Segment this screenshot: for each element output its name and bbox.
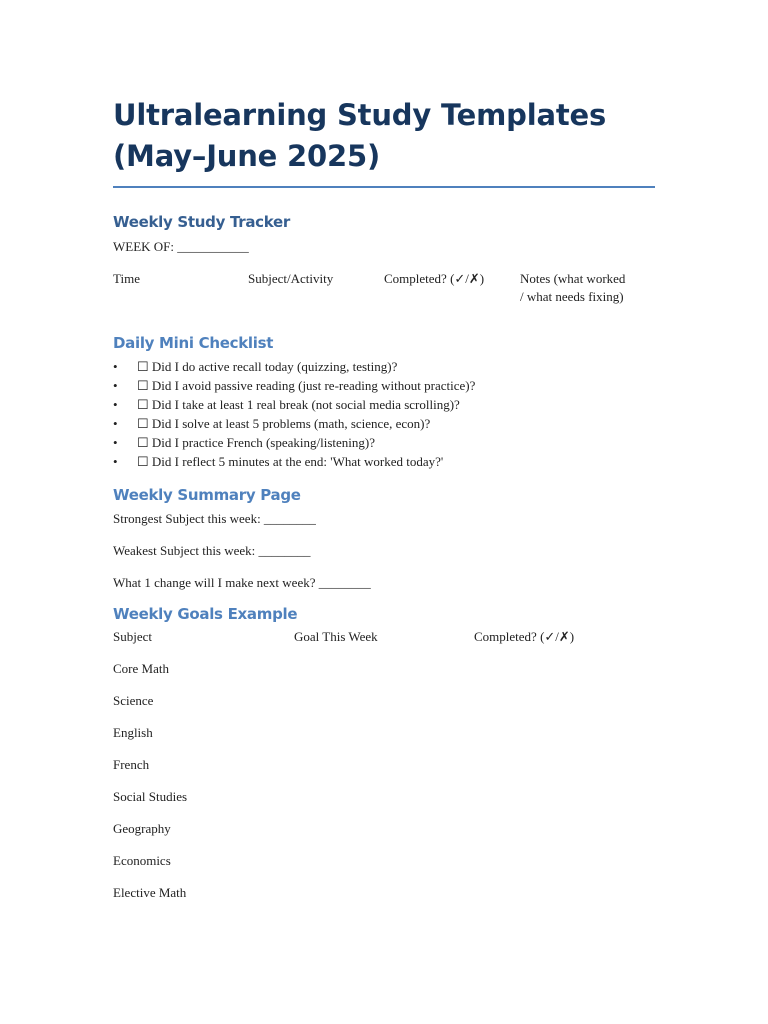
bullet-glyph: • — [113, 435, 118, 450]
checklist-item[interactable] — [113, 414, 673, 433]
bullet-glyph: • — [113, 416, 118, 431]
tracker-col-subject: Subject/Activity — [248, 271, 334, 286]
checklist-item[interactable] — [113, 452, 673, 471]
checklist-item[interactable] — [113, 376, 673, 395]
week-of-field: WEEK OF: ___________ — [113, 239, 249, 254]
bullet-glyph: • — [113, 454, 118, 469]
goals-subject-row: Social Studies — [113, 789, 188, 804]
weekly-goals-heading: Weekly Goals Example — [113, 605, 298, 623]
tracker-col-completed: Completed? (✓/✗) — [384, 271, 485, 286]
summary-strongest: Strongest Subject this week: ________ — [113, 511, 316, 526]
daily-checklist — [113, 357, 673, 471]
goals-col-completed: Completed? (✓/✗) — [474, 629, 575, 644]
checklist-item-text: ☐ Did I take at least 1 real break (not social media scrolling)? — [137, 397, 460, 412]
goals-subject-row: Core Math — [113, 661, 169, 676]
checklist-item-text: ☐ Did I reflect 5 minutes at the end: 'What worked today?' — [137, 454, 444, 469]
goals-col-subject: Subject — [113, 629, 152, 644]
checklist-item[interactable] — [113, 357, 673, 376]
goals-subject-row: Geography — [113, 821, 171, 836]
weekly-tracker-heading: Weekly Study Tracker — [113, 213, 291, 231]
bullet-glyph: • — [113, 359, 118, 374]
document-title: Ultralearning Study Templates (May–June 2025) — [113, 95, 655, 188]
goals-subject-row: Economics — [113, 853, 171, 868]
checklist-item-text: ☐ Did I avoid passive reading (just re-reading without practice)? — [137, 378, 476, 393]
checklist-item[interactable] — [113, 395, 673, 414]
bullet-glyph: • — [113, 397, 118, 412]
goals-subject-row: French — [113, 757, 150, 772]
goals-subject-row: Elective Math — [113, 885, 187, 900]
checklist-item-text: ☐ Did I solve at least 5 problems (math, science, econ)? — [137, 416, 431, 431]
tracker-col-notes-line2: / what needs fixing) — [520, 289, 624, 304]
summary-change: What 1 change will I make next week? ________ — [113, 575, 371, 590]
weekly-summary-heading: Weekly Summary Page — [113, 486, 301, 504]
daily-checklist-heading: Daily Mini Checklist — [113, 334, 274, 352]
summary-weakest: Weakest Subject this week: ________ — [113, 543, 311, 558]
goals-subject-row: Science — [113, 693, 154, 708]
goals-subject-row: English — [113, 725, 153, 740]
checklist-item-text: ☐ Did I do active recall today (quizzing, testing)? — [137, 359, 398, 374]
bullet-glyph: • — [113, 378, 118, 393]
goals-col-goal: Goal This Week — [294, 629, 378, 644]
tracker-col-time: Time — [113, 271, 140, 286]
checklist-item[interactable] — [113, 433, 673, 452]
tracker-col-notes: Notes (what worked — [520, 271, 626, 286]
checklist-item-text: ☐ Did I practice French (speaking/listening)? — [137, 435, 375, 450]
